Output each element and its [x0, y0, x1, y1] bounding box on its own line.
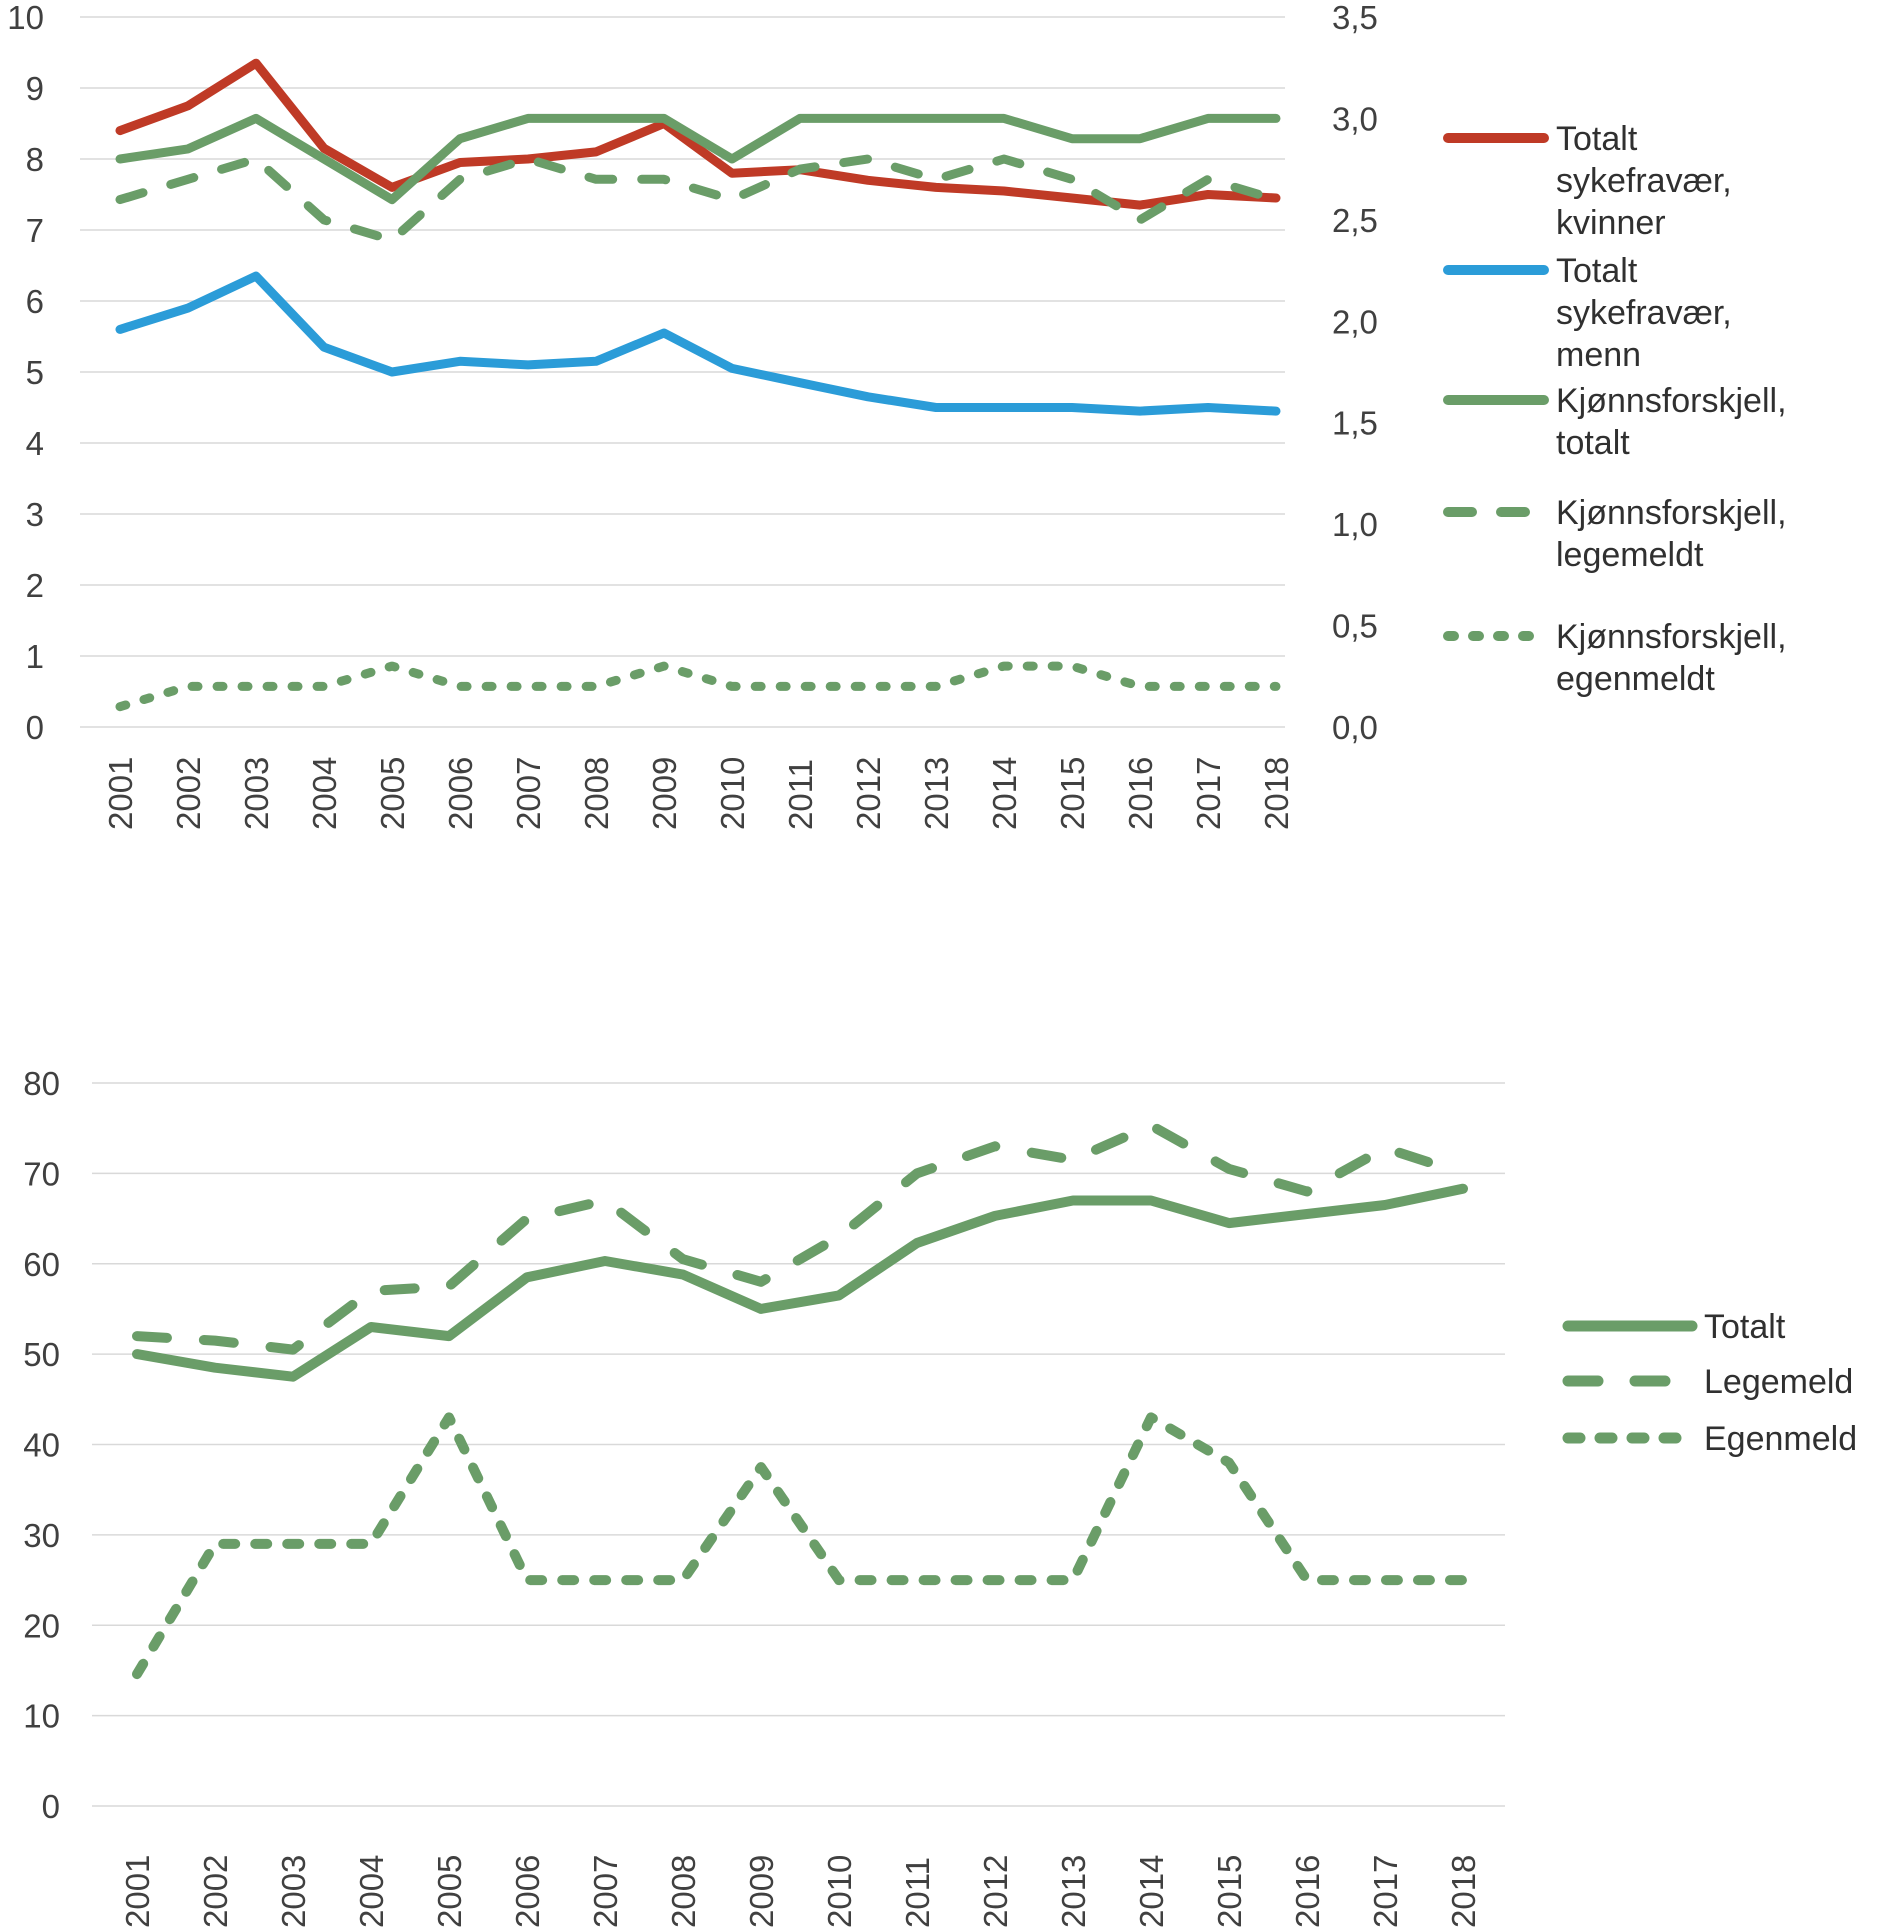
legend-item-kj-nnsforskjell-egenmeldt: [1448, 618, 1787, 698]
x-axis-tick-label: 2013: [918, 756, 955, 830]
series-lines: [137, 1126, 1463, 1675]
y-axis-tick-label: 3: [25, 496, 44, 533]
legend-item-kj-nnsforskjell-totalt: [1448, 382, 1787, 462]
legend-label-line: Kjønnsforskjell,: [1556, 382, 1787, 420]
y-axis-tick-label: 0: [25, 709, 44, 746]
left-axis: [7, 0, 44, 746]
legend-item-kj-nnsforskjell-legemeldt: [1448, 494, 1787, 574]
x-axis-tick-label: 2003: [238, 756, 275, 830]
y-axis-tick-label: 7: [25, 212, 44, 249]
legend-label-line: sykefravær,: [1556, 294, 1732, 332]
x-axis-tick-label: 2012: [850, 756, 887, 830]
x-axis-tick-label: 2016: [1289, 1854, 1326, 1928]
y-axis-tick-label: 70: [23, 1155, 60, 1193]
series-line-legemeld: [137, 1126, 1463, 1350]
legend-label-line: Legemeld: [1704, 1363, 1854, 1401]
y-axis-tick-label: 6: [25, 283, 44, 320]
y-axis-tick-label: 5: [25, 354, 44, 391]
series-line-egenmeld: [137, 1417, 1463, 1674]
x-axis-tick-label: 2018: [1258, 756, 1295, 830]
secondary-y-axis-tick-label: 1,0: [1332, 506, 1378, 544]
x-axis-tick-label: 2010: [821, 1854, 858, 1928]
x-axis-tick-label: 2013: [1055, 1854, 1092, 1928]
legend: [1568, 1308, 1857, 1458]
x-axis-tick-label: 2004: [353, 1854, 390, 1928]
series-line-kj-nnsforskjell-legemeldt: [120, 159, 1276, 240]
x-axis: [119, 1855, 1482, 1928]
legend-label: [1704, 1420, 1857, 1458]
x-axis-tick-label: 2011: [782, 759, 819, 830]
legend-label-line: menn: [1556, 336, 1642, 374]
x-axis-tick-label: 2014: [1133, 1854, 1170, 1928]
y-axis-tick-label: 10: [7, 0, 44, 36]
series-line-totalt-sykefrav-r-menn: [120, 276, 1276, 411]
secondary-y-axis-tick-label: 2,5: [1332, 201, 1378, 239]
secondary-y-axis-tick-label: 0,5: [1332, 607, 1378, 645]
y-axis-tick-label: 2: [25, 567, 44, 604]
legend-label: [1556, 382, 1787, 462]
x-axis-tick-label: 2012: [977, 1854, 1014, 1928]
legend-label-line: kvinner: [1556, 204, 1666, 242]
series-line-totalt: [137, 1189, 1463, 1377]
legend-item-egenmeld: [1568, 1420, 1857, 1458]
secondary-y-axis-tick-label: 1,5: [1332, 404, 1378, 442]
legend: [1448, 120, 1787, 698]
y-axis-tick-label: 20: [23, 1607, 60, 1645]
x-axis-tick-label: 2001: [119, 1854, 156, 1928]
legend-label: [1556, 618, 1787, 698]
y-axis-tick-label: 50: [23, 1336, 60, 1374]
legend-label-line: Totalt: [1556, 120, 1638, 158]
legend-label-line: sykefravær,: [1556, 162, 1732, 200]
legend-item-totalt-sykefrav-r-menn: [1448, 252, 1732, 374]
x-axis-tick-label: 2009: [743, 1854, 780, 1928]
legend-item-legemeld: [1568, 1363, 1853, 1401]
legend-item-totalt-sykefrav-r-kvinner: [1448, 120, 1732, 242]
y-axis-tick-label: 9: [25, 70, 44, 107]
x-axis-tick-label: 2010: [714, 756, 751, 830]
secondary-y-axis-tick-label: 3,5: [1332, 0, 1378, 36]
chart-bottom: [0, 1040, 1878, 1932]
legend-label: [1556, 120, 1732, 242]
left-axis: [23, 1065, 60, 1825]
x-axis: [102, 757, 1295, 830]
secondary-y-axis-tick-label: 0,0: [1332, 709, 1378, 746]
legend-label: [1556, 494, 1787, 574]
legend-label-line: egenmeldt: [1556, 660, 1715, 698]
x-axis-tick-label: 2002: [170, 756, 207, 830]
legend-label-line: Egenmeld: [1704, 1420, 1858, 1458]
x-axis-tick-label: 2017: [1367, 1854, 1404, 1928]
legend-label: [1556, 252, 1732, 374]
x-axis-tick-label: 2008: [578, 756, 615, 830]
x-axis-tick-label: 2011: [899, 1857, 936, 1928]
y-axis-tick-label: 30: [23, 1516, 60, 1554]
x-axis-tick-label: 2018: [1445, 1854, 1482, 1928]
secondary-y-axis-tick-label: 2,0: [1332, 303, 1378, 341]
right-axis: [1332, 0, 1378, 746]
legend-label-line: Kjønnsforskjell,: [1556, 618, 1787, 656]
secondary-y-axis-tick-label: 3,0: [1332, 100, 1378, 138]
x-axis-tick-label: 2006: [509, 1854, 546, 1928]
y-axis-tick-label: 10: [23, 1697, 60, 1735]
x-axis-tick-label: 2014: [986, 756, 1023, 830]
y-axis-tick-label: 4: [25, 425, 44, 462]
legend-label-line: Kjønnsforskjell,: [1556, 494, 1787, 532]
x-axis-tick-label: 2017: [1190, 756, 1227, 830]
x-axis-tick-label: 2009: [646, 756, 683, 830]
y-axis-tick-label: 80: [23, 1065, 60, 1102]
legend-label-line: legemeldt: [1556, 536, 1704, 574]
x-axis-tick-label: 2005: [374, 756, 411, 830]
x-axis-tick-label: 2003: [275, 1854, 312, 1928]
chart-top: [0, 0, 1878, 880]
x-axis-tick-label: 2002: [197, 1854, 234, 1928]
x-axis-tick-label: 2015: [1054, 756, 1091, 830]
legend-label: [1704, 1363, 1853, 1401]
legend-label-line: Totalt: [1556, 252, 1638, 290]
x-axis-tick-label: 2015: [1211, 1854, 1248, 1928]
y-axis-tick-label: 0: [41, 1788, 60, 1825]
y-axis-tick-label: 1: [25, 638, 44, 675]
y-axis-tick-label: 8: [25, 141, 44, 178]
x-axis-tick-label: 2008: [665, 1854, 702, 1928]
x-axis-tick-label: 2007: [510, 756, 547, 830]
y-axis-tick-label: 60: [23, 1245, 60, 1283]
x-axis-tick-label: 2005: [431, 1854, 468, 1928]
legend-item-totalt: [1568, 1308, 1786, 1346]
y-axis-tick-label: 40: [23, 1426, 60, 1464]
x-axis-tick-label: 2016: [1122, 756, 1159, 830]
x-axis-tick-label: 2006: [442, 756, 479, 830]
legend-label-line: Totalt: [1704, 1308, 1786, 1346]
x-axis-tick-label: 2007: [587, 1854, 624, 1928]
legend-label-line: totalt: [1556, 424, 1630, 462]
series-line-kj-nnsforskjell-egenmeldt: [120, 666, 1276, 707]
x-axis-tick-label: 2001: [102, 756, 139, 830]
legend-label: [1704, 1308, 1786, 1346]
x-axis-tick-label: 2004: [306, 756, 343, 830]
